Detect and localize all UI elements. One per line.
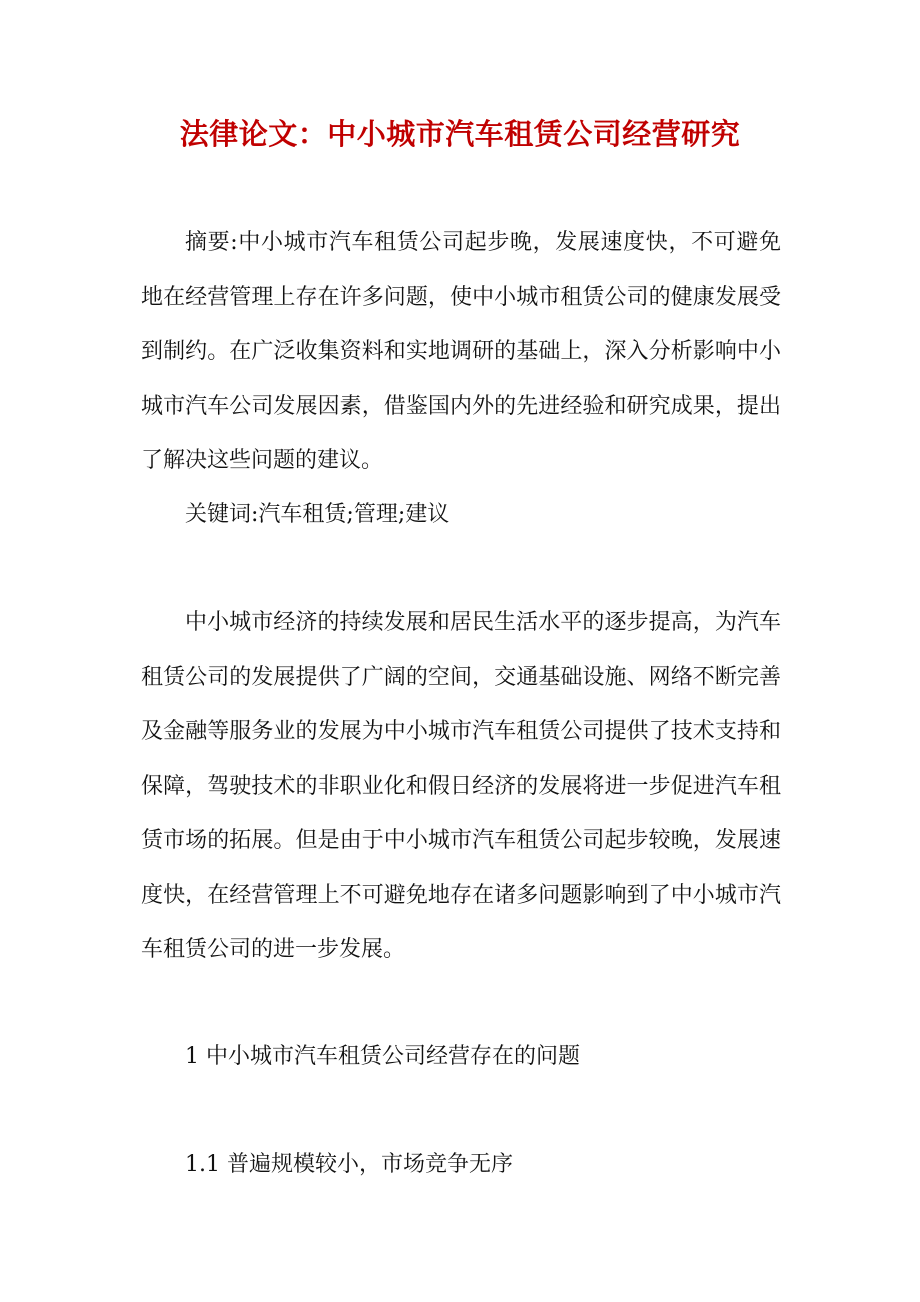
keywords-paragraph: 关键词:汽车租赁;管理;建议 <box>185 502 450 527</box>
section-heading-1-1: 1.1 普遍规模较小，市场竞争无序 <box>185 1152 513 1177</box>
abstract-paragraph: 摘要:中小城市汽车租赁公司起步晚，发展速度快，不可避免地在经营管理上存在许多问题，使中小城市租赁公司的健康发展受到制约。在广泛收集资料和实地调研的基础上，深入分析影响中小城市汽车公司发展因素，借鉴国内外的先进经验和研究成果，提出了解决这些问题的建议。 <box>141 230 781 473</box>
document-title: 法律论文：中小城市汽车租赁公司经营研究 <box>179 117 741 151</box>
intro-paragraph: 中小城市经济的持续发展和居民生活水平的逐步提高，为汽车租赁公司的发展提供了广阔的空间，交通基础设施、网络不断完善及金融等服务业的发展为中小城市汽车租赁公司提供了技术支持和保障，驾驶技术的非职业化和假日经济的发展将进一步促进汽车租赁市场的拓展。但是由于中小城市汽车租赁公司起步较晚，发展速度快，在经营管理上不可避免地存在诸多问题影响到了中小城市汽车租赁公司的进一步发展。 <box>141 610 781 962</box>
section-heading-1: 1 中小城市汽车租赁公司经营存在的问题 <box>185 1044 580 1069</box>
